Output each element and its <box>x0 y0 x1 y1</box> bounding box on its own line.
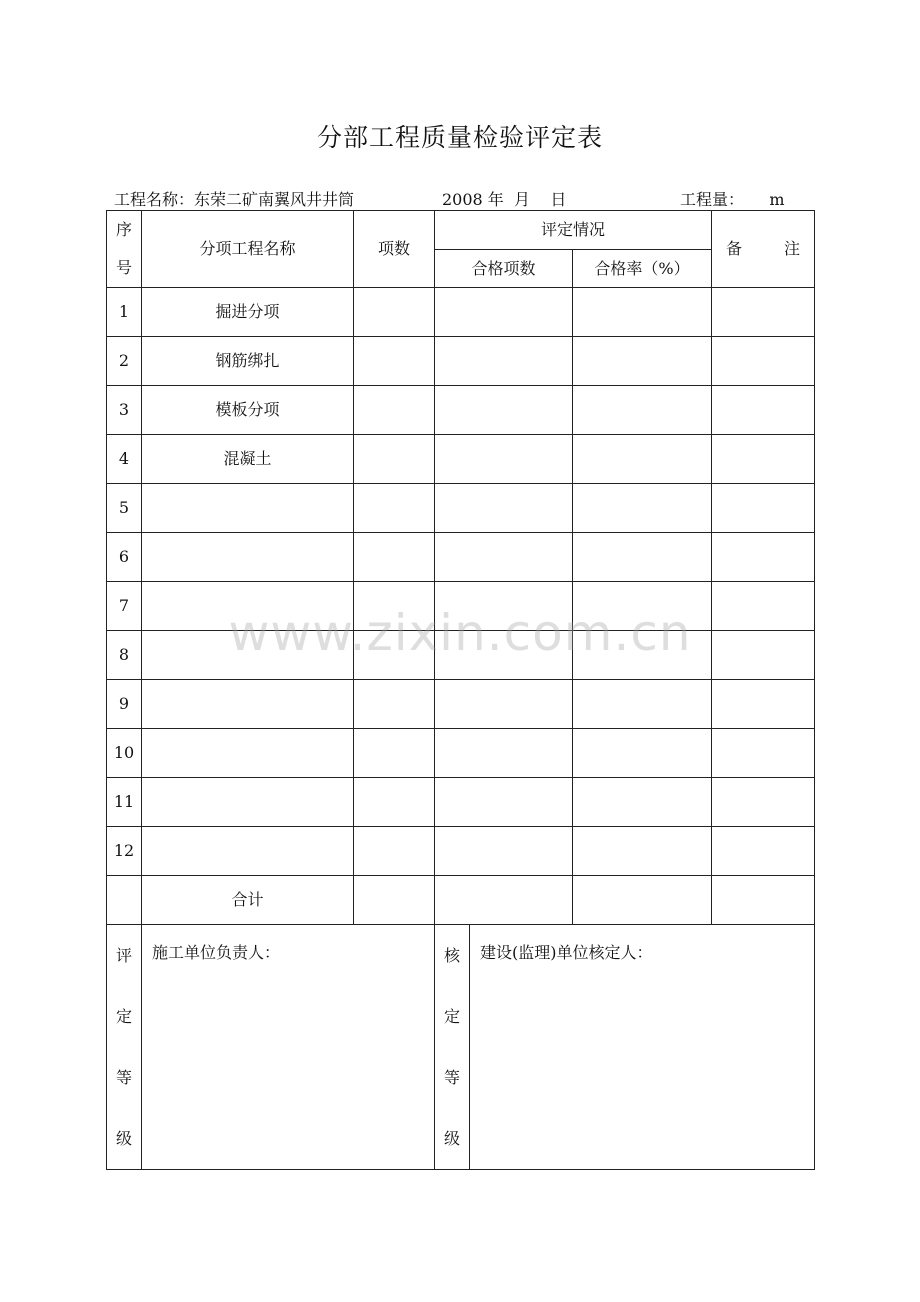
header-seq <box>107 211 142 288</box>
right-vertical-2: 定 <box>443 1007 460 1026</box>
left-vertical-2: 定 <box>115 1007 132 1026</box>
row-pass-count-cell[interactable] <box>435 484 573 533</box>
table-row <box>107 386 815 435</box>
row-item-name <box>142 778 354 827</box>
total-seq-cell <box>107 876 142 925</box>
row-pass-rate-cell[interactable] <box>573 533 712 582</box>
row-seq: 12 <box>107 827 142 876</box>
right-vertical-4: 级 <box>443 1129 460 1148</box>
row-count-cell[interactable] <box>354 827 435 876</box>
row-pass-rate-cell[interactable] <box>573 631 712 680</box>
row-item-name: 掘进分项 <box>142 288 354 337</box>
row-remark-cell[interactable] <box>712 631 815 680</box>
row-item-name <box>142 582 354 631</box>
left-vertical-4: 级 <box>115 1129 132 1148</box>
row-remark-cell[interactable] <box>712 533 815 582</box>
row-pass-rate-cell[interactable] <box>573 582 712 631</box>
row-pass-rate-cell[interactable] <box>573 337 712 386</box>
table-row <box>107 484 815 533</box>
header-item-name: 分项工程名称 <box>142 211 354 288</box>
row-seq: 3 <box>107 386 142 435</box>
row-pass-count-cell[interactable] <box>435 533 573 582</box>
header-seq-top: 序 <box>115 220 132 239</box>
form-title: 分部工程质量检验评定表 <box>316 123 603 152</box>
row-count-cell[interactable] <box>354 386 435 435</box>
project-name: 工程名称：东荣二矿南翼风井井筒 <box>114 190 355 209</box>
row-seq: 7 <box>107 582 142 631</box>
row-pass-count-cell[interactable] <box>435 337 573 386</box>
row-pass-count-cell[interactable] <box>435 435 573 484</box>
watermark: www.zixin.com.cn <box>228 604 692 662</box>
inspection-table <box>106 210 815 1170</box>
row-seq: 4 <box>107 435 142 484</box>
contractor-label: 施工单位负责人： <box>152 943 281 962</box>
row-pass-rate-cell[interactable] <box>573 386 712 435</box>
header-seq-bottom: 号 <box>115 258 132 277</box>
total-pass-rate-cell <box>573 876 712 925</box>
row-remark-cell[interactable] <box>712 582 815 631</box>
row-pass-rate-cell[interactable] <box>573 778 712 827</box>
row-pass-rate-cell[interactable] <box>573 484 712 533</box>
row-item-name: 模板分项 <box>142 386 354 435</box>
table-row <box>107 337 815 386</box>
row-remark-cell[interactable] <box>712 827 815 876</box>
table-row <box>107 827 815 876</box>
header-pass-count: 合格项数 <box>435 249 573 288</box>
row-remark-cell[interactable] <box>712 288 815 337</box>
row-remark-cell[interactable] <box>712 484 815 533</box>
total-pass-count-cell <box>435 876 573 925</box>
row-item-name: 钢筋绑扎 <box>142 337 354 386</box>
contractor-signoff[interactable] <box>142 925 435 1170</box>
row-seq: 5 <box>107 484 142 533</box>
row-seq: 11 <box>107 778 142 827</box>
row-seq: 6 <box>107 533 142 582</box>
row-pass-rate-cell[interactable] <box>573 729 712 778</box>
row-remark-cell[interactable] <box>712 337 815 386</box>
right-vertical-1: 核 <box>443 946 460 965</box>
row-pass-count-cell[interactable] <box>435 827 573 876</box>
row-pass-count-cell[interactable] <box>435 729 573 778</box>
row-seq: 1 <box>107 288 142 337</box>
row-pass-count-cell[interactable] <box>435 386 573 435</box>
row-count-cell[interactable] <box>354 778 435 827</box>
row-count-cell[interactable] <box>354 484 435 533</box>
row-pass-rate-cell[interactable] <box>573 435 712 484</box>
row-pass-count-cell[interactable] <box>435 778 573 827</box>
right-vertical-3: 等 <box>443 1068 460 1087</box>
row-remark-cell[interactable] <box>712 680 815 729</box>
row-pass-count-cell[interactable] <box>435 680 573 729</box>
header-remark <box>712 211 815 288</box>
table-row <box>107 435 815 484</box>
total-label: 合计 <box>142 876 354 925</box>
row-pass-count-cell[interactable] <box>435 631 573 680</box>
row-pass-rate-cell[interactable] <box>573 827 712 876</box>
total-remark-cell <box>712 876 815 925</box>
header-remark-b: 注 <box>783 239 800 259</box>
row-item-name <box>142 484 354 533</box>
row-item-name <box>142 827 354 876</box>
row-count-cell[interactable] <box>354 729 435 778</box>
table-row <box>107 729 815 778</box>
row-remark-cell[interactable] <box>712 386 815 435</box>
supervisor-signoff[interactable] <box>470 925 815 1170</box>
header-count: 项数 <box>354 211 435 288</box>
header-evaluation: 评定情况 <box>435 211 712 250</box>
row-seq: 9 <box>107 680 142 729</box>
table-row <box>107 778 815 827</box>
row-seq: 2 <box>107 337 142 386</box>
evaluation-grade-label <box>107 925 142 1170</box>
row-count-cell[interactable] <box>354 288 435 337</box>
row-count-cell[interactable] <box>354 337 435 386</box>
row-pass-rate-cell[interactable] <box>573 288 712 337</box>
work-quantity: 工程量： m <box>680 190 785 209</box>
row-remark-cell[interactable] <box>712 778 815 827</box>
table-row <box>107 288 815 337</box>
supervisor-label: 建设(监理)单位核定人： <box>480 943 653 962</box>
table-row <box>107 533 815 582</box>
form-date: 2008 年 月 日 <box>442 190 567 209</box>
table-row <box>107 582 815 631</box>
row-item-name <box>142 680 354 729</box>
row-count-cell[interactable] <box>354 582 435 631</box>
row-pass-rate-cell[interactable] <box>573 680 712 729</box>
row-count-cell[interactable] <box>354 680 435 729</box>
row-pass-count-cell[interactable] <box>435 288 573 337</box>
row-item-name <box>142 729 354 778</box>
row-pass-count-cell[interactable] <box>435 582 573 631</box>
left-vertical-1: 评 <box>115 946 132 965</box>
row-seq: 8 <box>107 631 142 680</box>
row-item-name: 混凝土 <box>142 435 354 484</box>
row-remark-cell[interactable] <box>712 435 815 484</box>
row-item-name <box>142 631 354 680</box>
header-remark-a: 备 <box>726 239 743 259</box>
row-item-name <box>142 533 354 582</box>
left-vertical-3: 等 <box>115 1068 132 1087</box>
row-remark-cell[interactable] <box>712 729 815 778</box>
total-count-cell <box>354 876 435 925</box>
row-count-cell[interactable] <box>354 533 435 582</box>
table-row <box>107 631 815 680</box>
verification-grade-label <box>435 925 470 1170</box>
table-row <box>107 680 815 729</box>
row-count-cell[interactable] <box>354 435 435 484</box>
row-count-cell[interactable] <box>354 631 435 680</box>
row-seq: 10 <box>107 729 142 778</box>
header-pass-rate: 合格率（%） <box>573 249 712 288</box>
